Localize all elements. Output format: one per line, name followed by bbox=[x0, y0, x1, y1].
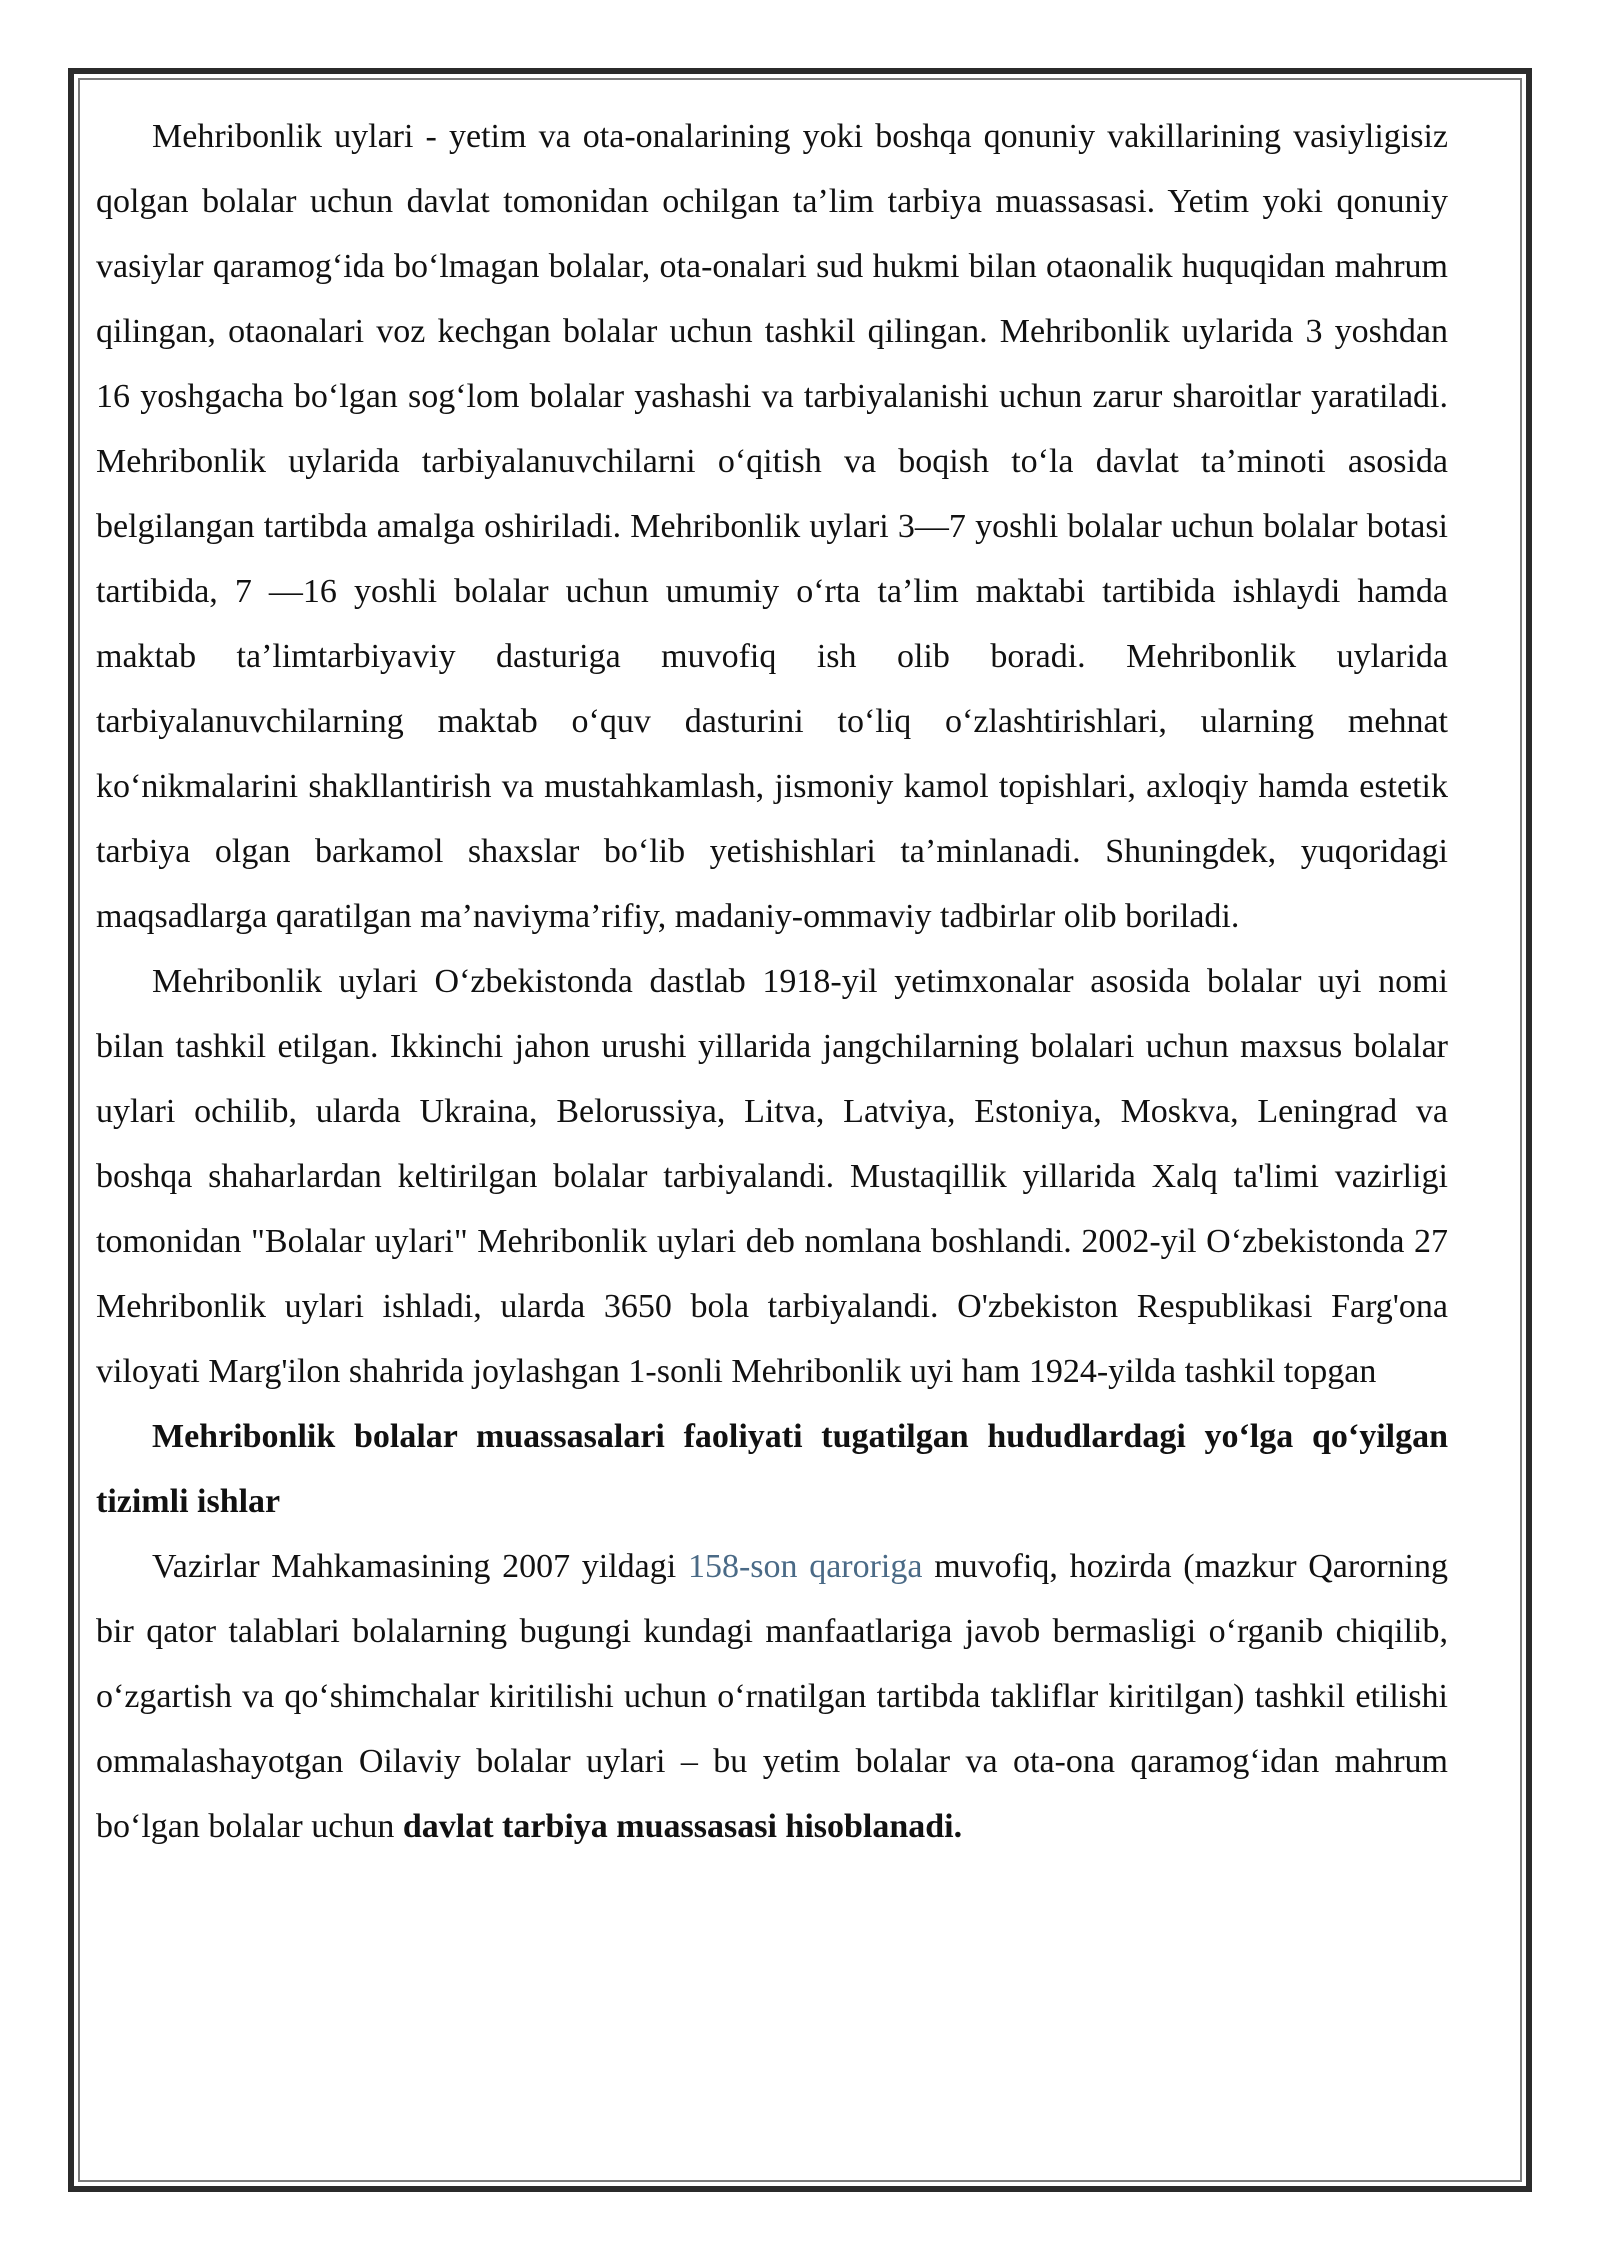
paragraph-history: Mehribonlik uylari O‘zbekistonda dastlab 1918-yil yetimxonalar asosida bolalar uyi nomi bilan tashkil etilgan. Ikkinchi jahon urushi yillarida jangchilarning bolalari uchun maxsus bolalar uylari ochilib, ularda Ukraina, Belorussiya, Litva, Latviya, Estoniya, Moskva, Leningrad va boshqa shaharlardan keltirilgan bolalar tarbiyalandi. Mustaqillik yillarida Xalq ta'limi vazirligi tomonidan "Bolalar uylari" Mehribonlik uylari deb nomlana boshlandi. 2002-yil O‘zbekistonda 27 Mehribonlik uylari ishladi, ularda 3650 bola tarbiyalandi. O'zbekiston Respublikasi Farg'ona viloyati Marg'ilon shahrida joylashgan 1-sonli Mehribonlik uyi ham 1924-yilda tashkil topgan bbox=[96, 963, 1448, 1390]
paragraph-resolution-middle: muvofiq, hozirda (mazkur Qarorning bir qator talablari bolalarning bugungi kundagi manfaatlariga javob bermasligi o‘rganib chiqilib, o‘zgartish va qo‘shimchalar kiritilishi uchun o‘rnatilgan tartibda takliflar kiritilgan) tashkil etilishi ommalashayotgan Oilaviy bolalar uylari – bu yetim bolalar va ota-ona qaramog‘idan mahrum bo‘lgan bolalar uchun bbox=[96, 1548, 1448, 1845]
paragraph-resolution-start: Vazirlar Mahkamasining 2007 yildagi bbox=[152, 1548, 688, 1585]
paragraph-resolution-bold: davlat tarbiya muassasasi hisoblanadi. bbox=[402, 1808, 963, 1845]
document-body bbox=[96, 104, 1448, 1859]
paragraph-resolution bbox=[96, 1534, 1448, 1859]
section-heading: Mehribonlik bolalar muassasalari faoliyati tugatilgan hududlardagi yo‘lga qo‘yilgan tizimli ishlar bbox=[96, 1418, 1448, 1520]
resolution-link[interactable]: 158-son qaroriga bbox=[687, 1548, 923, 1585]
paragraph-intro: Mehribonlik uylari - yetim va ota-onalarining yoki boshqa qonuniy vakillarining vasiyligisiz qolgan bolalar uchun davlat tomonidan ochilgan ta’lim tarbiya muassasasi. Yetim yoki qonuniy vasiylar qaramog‘ida bo‘lmagan bolalar, ota-onalari sud hukmi bilan otaonalik huquqidan mahrum qilingan, otaonalari voz kechgan bolalar uchun tashkil qilingan. Mehribonlik uylarida 3 yoshdan 16 yoshgacha bo‘lgan sog‘lom bolalar yashashi va tarbiyalanishi uchun zarur sharoitlar yaratiladi. Mehribonlik uylarida tarbiyalanuvchilarni o‘qitish va boqish to‘la davlat ta’minoti asosida belgilangan tartibda amalga oshiriladi. Mehribonlik uylari 3—7 yoshli bolalar uchun bolalar botasi tartibida, 7 —16 yoshli bolalar uchun umumiy o‘rta ta’lim maktabi tartibida ishlaydi hamda maktab ta’limtarbiyaviy dasturiga muvofiq ish olib boradi. Mehribonlik uylarida tarbiyalanuvchilarning maktab o‘quv dasturini to‘liq o‘zlashtirishlari, ularning mehnat ko‘nikmalarini shakllantirish va mustahkamlash, jismoniy kamol topishlari, axloqiy hamda estetik tarbiya olgan barkamol shaxslar bo‘lib yetishishlari ta’minlanadi. Shuningdek, yuqoridagi maqsadlarga qaratilgan ma’naviyma’rifiy, madaniy-ommaviy tadbirlar olib boriladi. bbox=[96, 118, 1448, 935]
